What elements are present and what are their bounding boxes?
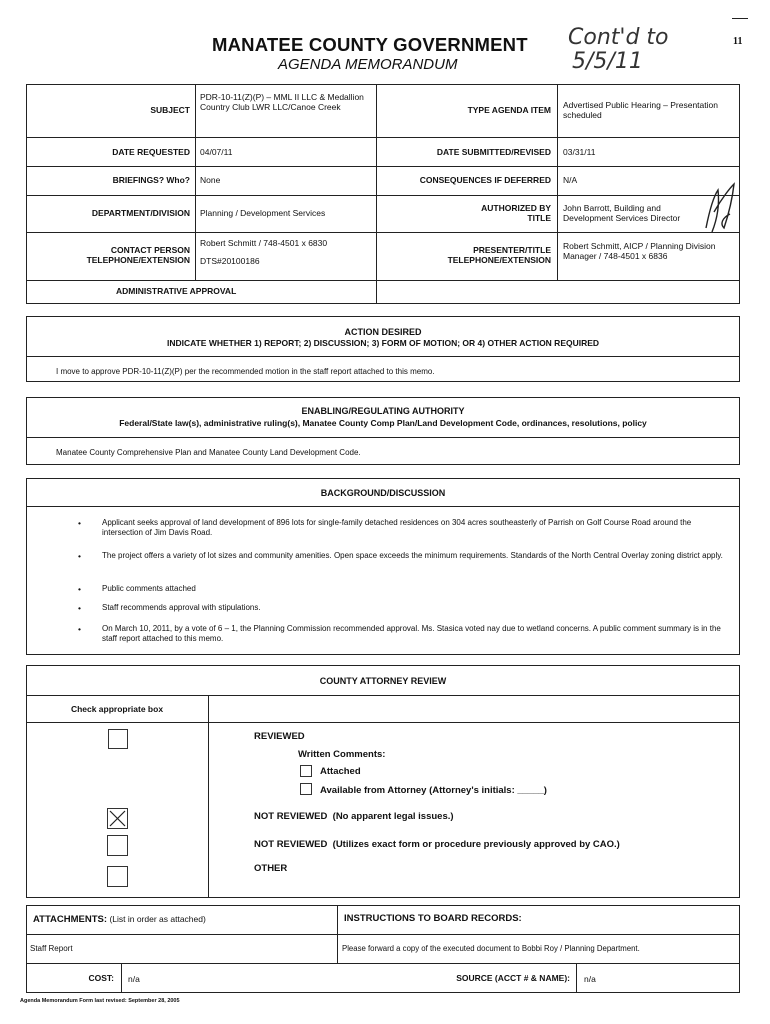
bullet-marker: • <box>78 518 81 528</box>
action-desired-subtitle: INDICATE WHETHER 1) REPORT; 2) DISCUSSION; 3) FORM OF MOTION; OR 4) OTHER ACTION REQUIRED <box>166 338 600 348</box>
authorized-by-value: John Barrott, Building and Development Services Director <box>563 203 681 223</box>
date-submitted-label: DATE SUBMITTED/REVISED <box>436 147 551 157</box>
presenter-label: PRESENTER/TITLE TELEPHONE/EXTENSION <box>447 245 551 265</box>
department-value: Planning / Development Services <box>200 208 326 218</box>
bullet-marker: • <box>78 584 81 594</box>
subject-value: PDR-10-11(Z)(P) – MML II LLC & Medallion Country Club LWR LLC/Canoe Creek <box>200 92 364 112</box>
briefings-value: None <box>200 175 221 185</box>
background-bullet: On March 10, 2011, by a vote of 6 – 1, the Planning Commission recommended approval. Ms. Stasica voted nay due to wetland concerns. A public comment summary is in the staff report attached to this memo. <box>102 624 721 643</box>
not-reviewed-prior-approval-label: NOT REVIEWED (Utilizes exact form or procedure previously approved by CAO.) <box>254 839 620 850</box>
document-title: MANATEE COUNTY GOVERNMENT <box>212 34 528 55</box>
action-desired-title: ACTION DESIRED <box>344 327 422 337</box>
action-desired-text: I move to approve PDR-10-11(Z)(P) per the recommended motion in the staff report attached to this memo. <box>56 367 435 376</box>
handwritten-note <box>568 26 668 74</box>
presenter-value: Robert Schmitt, AICP / Planning Division Manager / 748-4501 x 6836 <box>563 241 716 261</box>
authorized-by-label: AUTHORIZED BY TITLE <box>481 203 551 223</box>
date-submitted-value: 03/31/11 <box>563 147 596 157</box>
consequences-value: N/A <box>563 175 578 185</box>
not-reviewed-no-legal-issues-checkbox[interactable] <box>107 808 128 829</box>
instructions-label: INSTRUCTIONS TO BOARD RECORDS: <box>344 913 522 924</box>
bullet-marker: • <box>78 603 81 613</box>
subject-label: SUBJECT <box>150 105 190 115</box>
other-label: OTHER <box>254 863 288 874</box>
contact-person-value: Robert Schmitt / 748-4501 x 6830 DTS#20100186 <box>200 238 328 266</box>
reviewed-checkbox[interactable] <box>108 729 128 749</box>
available-from-attorney-label: Available from Attorney (Attorney's initials: _____) <box>320 785 547 796</box>
form-revision-note: Agenda Memorandum Form last revised: September 28, 2005 <box>20 998 180 1004</box>
background-bullet: Applicant seeks approval of land development of 896 lots for single-family detached residences on 304 acres southeasterly of Parrish on Golf Course Road around the intersection of Jim Davis Road. <box>102 518 692 537</box>
page-number-rule <box>732 18 748 19</box>
enabling-authority-subtitle: Federal/State law(s), administrative ruling(s), Manatee County Comp Plan/Land Development Code, ordinances, resolutions, policy <box>119 418 647 428</box>
date-requested-label: DATE REQUESTED <box>112 147 190 157</box>
handwritten-note-line1: Cont'd to <box>568 25 669 50</box>
source-value: n/a <box>584 974 596 984</box>
written-comments-label: Written Comments: <box>298 749 386 760</box>
county-attorney-review-title: COUNTY ATTORNEY REVIEW <box>319 676 447 686</box>
type-agenda-item-value: Advertised Public Hearing – Presentation scheduled <box>563 100 718 120</box>
page-number: 11 <box>733 36 743 47</box>
bullet-marker: • <box>78 624 81 634</box>
not-reviewed-prior-approval-checkbox[interactable] <box>107 835 128 856</box>
handwritten-note-line2: 5/5/11 <box>572 49 643 74</box>
attached-checkbox[interactable] <box>300 765 312 777</box>
not-reviewed-label: NOT REVIEWED (No apparent legal issues.) <box>254 811 454 822</box>
enabling-authority-title: ENABLING/REGULATING AUTHORITY <box>301 406 465 416</box>
department-label: DEPARTMENT/DIVISION <box>91 208 190 218</box>
county-attorney-review-section <box>26 665 740 898</box>
check-box-header: Check appropriate box <box>70 704 164 714</box>
contact-person-label: CONTACT PERSON TELEPHONE/EXTENSION <box>86 245 190 265</box>
attachments-header: ATTACHMENTS: (List in order as attached) <box>33 914 206 925</box>
background-bullet: Staff recommends approval with stipulations. <box>102 603 261 612</box>
cost-value: n/a <box>128 974 140 984</box>
signature-mark <box>700 178 740 238</box>
administrative-approval-label: ADMINISTRATIVE APPROVAL <box>116 286 237 296</box>
consequences-label: CONSEQUENCES IF DEFERRED <box>419 175 551 185</box>
source-label: SOURCE (ACCT # & NAME): <box>456 973 570 983</box>
bullet-marker: • <box>78 551 81 561</box>
background-title: BACKGROUND/DISCUSSION <box>320 488 446 498</box>
background-bullet: Public comments attached <box>102 584 196 593</box>
type-agenda-item-label: TYPE AGENDA ITEM <box>467 105 551 115</box>
checked-x-icon <box>108 809 127 828</box>
briefings-label: BRIEFINGS? Who? <box>112 175 190 185</box>
other-checkbox[interactable] <box>107 866 128 887</box>
attached-label: Attached <box>320 766 361 777</box>
cost-label: COST: <box>88 973 114 983</box>
attachments-value: Staff Report <box>30 944 73 953</box>
reviewed-label: REVIEWED <box>254 731 305 742</box>
instructions-value: Please forward a copy of the executed document to Bobbi Roy / Planning Department. <box>342 944 640 953</box>
document-subtitle: AGENDA MEMORANDUM <box>278 56 458 73</box>
enabling-authority-text: Manatee County Comprehensive Plan and Manatee County Land Development Code. <box>56 448 361 457</box>
background-bullet: The project offers a variety of lot sizes and community amenities. Open space exceeds the minimum requirements. Standards of the North Central Overlay zoning district apply. <box>102 551 723 560</box>
available-from-attorney-checkbox[interactable] <box>300 783 312 795</box>
date-requested-value: 04/07/11 <box>200 147 233 157</box>
